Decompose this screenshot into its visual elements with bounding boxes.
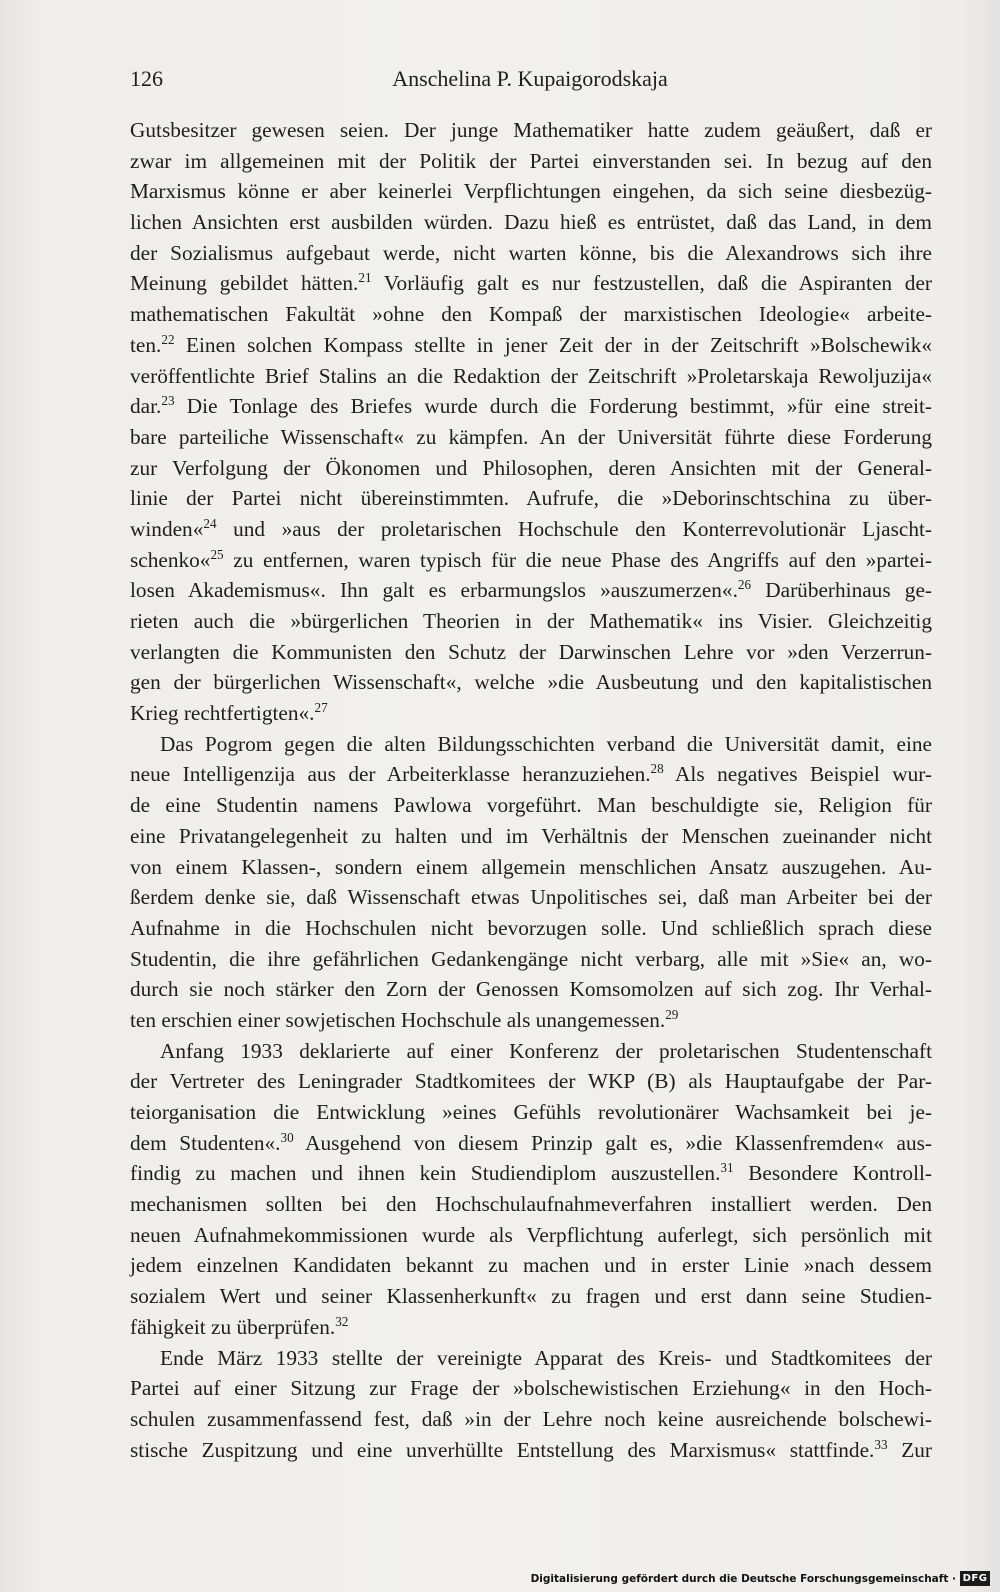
text-line [130, 268, 932, 299]
footnote-ref[interactable]: 21 [358, 270, 372, 286]
text-run: Zur [887, 1437, 933, 1462]
text-run: teiorganisation die Entwicklung »eines Gefühls revolutionärer Wachsamkeit bei je- [130, 1100, 932, 1124]
text-run: findig zu machen und ihnen kein Studiendiplom auszustellen. [130, 1161, 721, 1186]
text-line [130, 882, 932, 913]
text-line [130, 514, 932, 545]
text-run: Partei auf einer Sitzung zur Frage der »bolschewistischen Erziehung« in den Hoch- [130, 1376, 932, 1401]
text-run: Darüberhinaus ge- [751, 578, 932, 603]
footnote-ref[interactable]: 27 [314, 700, 328, 716]
body-text [130, 115, 932, 1465]
text-line [130, 299, 932, 330]
text-run: Marxismus könne er aber keinerlei Verpflichtungen eingehen, da sich seine diesbezüg- [130, 179, 932, 204]
text-run: dem Studenten«. [130, 1130, 281, 1155]
text-line [130, 545, 932, 576]
text-run: Einen solchen Kompass stellte in jener Zeit der in der Zeitschrift »Bolschewik« [174, 332, 932, 357]
text-run: stische Zuspitzung und eine unverhüllte Entstellung des Marxismus« stattfinde. [130, 1437, 875, 1462]
text-run: linie der Partei nicht übereinstimmten. Aufrufe, die »Deborinschtschina zu über- [130, 486, 932, 511]
text-run: sozialem Wert und seiner Klassenherkunft« zu fragen und erst dann seine Studien- [130, 1284, 932, 1309]
text-line [130, 667, 932, 698]
text-run: bare parteiliche Wissenschaft« zu kämpfen. An der Universität führte diese Forderung [130, 424, 932, 449]
text-run: veröffentlichte Brief Stalins an die Redaktion der Zeitschrift »Proletarskaja Rewoljuzija« [130, 363, 932, 388]
text-run: Das Pogrom gegen die alten Bildungsschichten verband die Universität damit, eine [160, 731, 932, 756]
text-line [130, 1250, 932, 1281]
text-line [130, 1189, 932, 1220]
text-run: zur Verfolgung der Ökonomen und Philosophen, deren Ansichten mit der General- [130, 455, 932, 480]
text-line [130, 361, 932, 392]
text-run: Besondere Kontroll- [733, 1161, 933, 1186]
text-line [130, 115, 932, 146]
text-line [130, 637, 932, 668]
paragraph [130, 1343, 932, 1466]
text-run: dar. [130, 394, 162, 419]
text-run: Als negatives Beispiel wur- [663, 762, 932, 787]
text-run: gen der bürgerlichen Wissenschaft«, welche »die Ausbeutung und den kapitalistischen [130, 670, 932, 695]
credit-text: Digitalisierung gefördert durch die Deutsche Forschungsgemeinschaft · [530, 1573, 956, 1585]
text-line [130, 1128, 932, 1159]
dfg-logo: DFG [960, 1571, 990, 1586]
page-number: 126 [130, 66, 163, 91]
running-head [130, 62, 930, 96]
text-line [130, 852, 932, 883]
text-run: neuen Aufnahmekommissionen wurde als Verpflichtung auferlegt, sich persönlich mit [130, 1222, 932, 1247]
footnote-ref[interactable]: 24 [203, 516, 217, 532]
footnote-ref[interactable]: 26 [737, 577, 752, 593]
text-line [130, 422, 932, 453]
footnote-ref[interactable]: 22 [161, 331, 175, 347]
text-line [130, 944, 932, 975]
text-run: Anfang 1933 deklarierte auf einer Konferenz der proletarischen Studentenschaft [160, 1038, 932, 1063]
text-run: eine Privatangelegenheit zu halten und im Verhältnis der Menschen zueinander nicht [130, 823, 932, 848]
text-run: Krieg rechtfertigten«. [130, 701, 315, 726]
text-run: Gutsbesitzer gewesen seien. Der junge Mathematiker hatte zudem geäußert, daß er [130, 118, 932, 142]
text-line [130, 790, 932, 821]
paragraph [130, 115, 932, 729]
text-line [130, 606, 932, 637]
text-run: Ausgehend von diesem Prinzip galt es, »die Klassenfremden« aus- [293, 1130, 933, 1155]
footnote-ref[interactable]: 31 [720, 1160, 734, 1176]
text-run: Ende März 1933 stellte der vereinigte Apparat des Kreis- und Stadtkomitees der [160, 1345, 932, 1370]
text-run: zu entfernen, waren typisch für die neue Phase des Angriffs auf den »partei- [223, 547, 932, 572]
text-line [130, 146, 932, 177]
text-run: lichen Ansichten erst ausbilden würden. Dazu hieß es entrüstet, daß das Land, in dem [130, 210, 932, 235]
text-run: mathematischen Fakultät »ohne den Kompaß der marxistischen Ideologie« arbeite- [130, 302, 932, 327]
footnote-ref[interactable]: 33 [874, 1436, 888, 1452]
text-line [130, 759, 932, 790]
text-line [130, 1435, 932, 1466]
text-run: ßerdem denke sie, daß Wissenschaft etwas Unpolitisches sei, daß man Arbeiter bei der [130, 885, 932, 910]
footnote-ref[interactable]: 23 [161, 393, 175, 409]
text-run: und »aus der proletarischen Hochschule den Konterrevolutionär Ljascht- [216, 516, 932, 541]
text-run: Meinung gebildet hätten. [130, 271, 359, 296]
paragraph [130, 729, 932, 1036]
text-run: neue Intelligenzija aus der Arbeiterklasse heranzuziehen. [130, 762, 651, 787]
text-run: Die Tonlage des Briefes wurde durch die Forderung bestimmt, »für eine streit- [174, 394, 932, 419]
text-line [130, 1005, 932, 1036]
text-line [130, 1343, 932, 1374]
text-line [130, 176, 932, 207]
footnote-ref[interactable]: 28 [650, 761, 664, 777]
running-title: Anschelina P. Kupaigorodskaja [392, 66, 668, 91]
text-run: zwar im allgemeinen mit der Politik der Partei einverstanden sei. In bezug auf den [130, 148, 932, 173]
text-line [130, 1158, 932, 1189]
text-run: schenko« [130, 547, 211, 572]
text-line [130, 974, 932, 1005]
text-line [130, 1220, 932, 1251]
footnote-ref[interactable]: 32 [335, 1313, 349, 1329]
text-line [130, 698, 932, 729]
text-line [130, 1312, 932, 1343]
text-run: jedem einzelnen Kandidaten bekannt zu machen und in erster Linie »nach dessem [130, 1253, 932, 1278]
text-line [130, 575, 932, 606]
text-line [130, 391, 932, 422]
text-line [130, 207, 932, 238]
text-run: fähigkeit zu überprüfen. [130, 1314, 336, 1339]
text-line [130, 821, 932, 852]
text-line [130, 1373, 932, 1404]
text-run: winden« [130, 516, 204, 541]
text-line [130, 483, 932, 514]
text-run: losen Akademismus«. Ihn galt es erbarmungslos »auszumerzen«. [130, 578, 738, 603]
text-line [130, 238, 932, 269]
text-line [130, 1066, 932, 1097]
text-run: mechanismen sollten bei den Hochschulaufnahmeverfahren installiert werden. Den [130, 1192, 932, 1217]
text-line [130, 1404, 932, 1435]
text-run: ten. [130, 332, 162, 357]
footnote-ref[interactable]: 25 [210, 546, 224, 562]
text-run: von einem Klassen-, sondern einem allgemein menschlichen Ansatz auszugehen. Au- [130, 854, 932, 879]
text-line [130, 1036, 932, 1067]
text-run: rieten auch die »bürgerlichen Theorien in der Mathematik« ins Visier. Gleichzeitig [130, 609, 932, 633]
footnote-ref[interactable]: 30 [280, 1129, 294, 1145]
text-run: Vorläufig galt es nur festzustellen, daß die Aspiranten der [371, 271, 932, 296]
digitization-credit [531, 1571, 956, 1587]
text-line [130, 1281, 932, 1312]
text-run: verlangten die Kommunisten den Schutz der Darwinschen Lehre vor »den Verzerrun- [130, 639, 932, 664]
text-line [130, 913, 932, 944]
text-run: der Sozialismus aufgebaut werde, nicht warten könne, bis die Alexandrows sich ihre [130, 240, 932, 265]
text-run: ten erschien einer sowjetischen Hochschule als unangemessen. [130, 1007, 666, 1032]
text-line [130, 330, 932, 361]
text-line [130, 1097, 932, 1128]
text-run: de eine Studentin namens Pawlowa vorgeführt. Man beschuldigte sie, Religion für [130, 793, 932, 818]
text-run: Aufnahme in die Hochschulen nicht bevorzugen solle. Und schließlich sprach diese [130, 915, 932, 940]
text-run: der Vertreter des Leningrader Stadtkomitees der WKP (B) als Hauptaufgabe der Par- [130, 1069, 932, 1094]
text-line [130, 729, 932, 760]
text-line [130, 453, 932, 484]
text-run: Studentin, die ihre gefährlichen Gedankengänge nicht verbarg, alle mit »Sie« an, wo- [130, 946, 932, 971]
text-run: schulen zusammenfassend fest, daß »in der Lehre noch keine ausreichende bolschewi- [130, 1406, 932, 1431]
text-run: durch sie noch stärker den Zorn der Genossen Komsomolzen auf sich zog. Ihr Verhal- [130, 977, 932, 1002]
paragraph [130, 1036, 932, 1343]
footnote-ref[interactable]: 29 [665, 1007, 679, 1023]
